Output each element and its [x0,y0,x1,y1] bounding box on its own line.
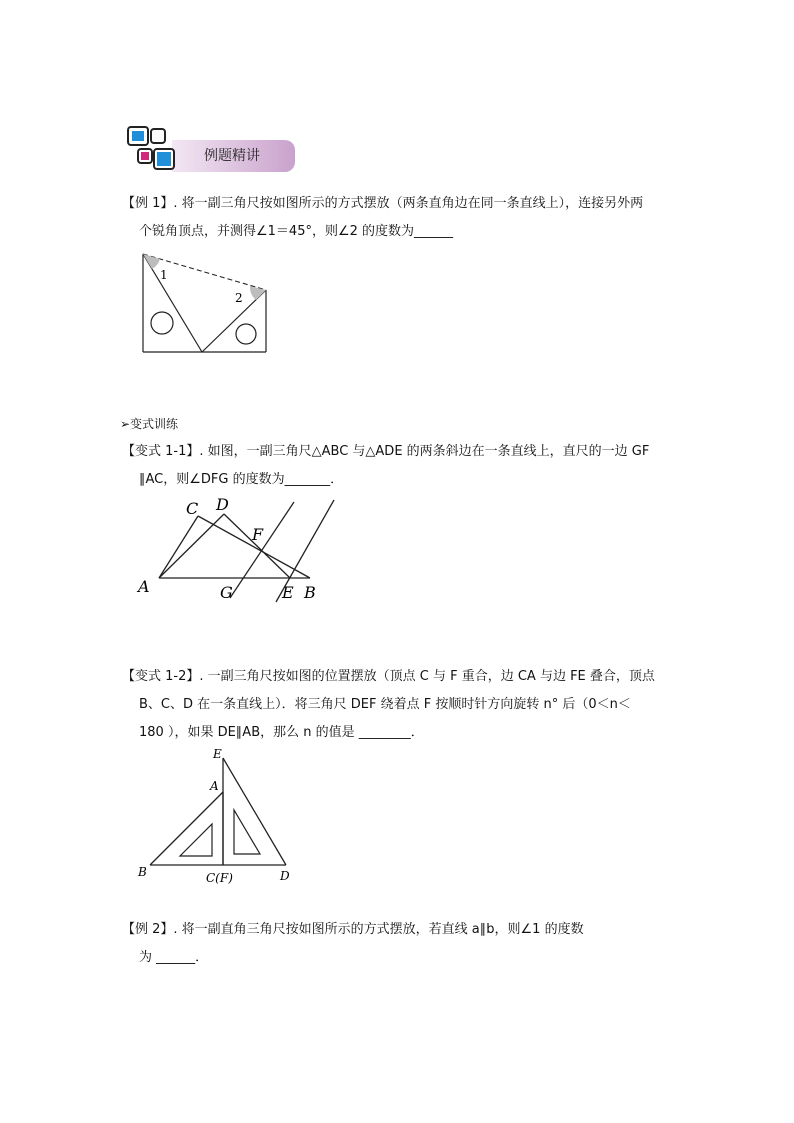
angle-2-label: 2 [235,291,243,305]
example2-line1: 【例 2】. 将一副直角三角尺按如图所示的方式摆放，若直线 a∥b，则∠1 的度数 [122,922,584,937]
variant1-2-figure [134,748,300,888]
label-B: B [138,865,147,879]
example1-line2: 个锐角顶点，并测得∠1＝45°，则∠2 的度数为______ [139,224,454,239]
variant-header: ➢变式训练 [120,417,179,431]
angle-1-label: 1 [160,268,168,282]
label-A: A [138,577,150,596]
section-title: 例题精讲 [204,148,260,164]
variant1-2-line1: 【变式 1-2】. 一副三角尺按如图的位置摆放（顶点 C 与 F 重合，边 CA 与边 FE 叠合，顶点 [122,669,655,684]
example1-figure [138,250,272,358]
variant1-2-line2: B、C、D 在一条直线上）．将三角尺 DEF 绕着点 F 按顺时针方向旋转 n° 后（0＜n＜ [139,697,631,712]
label-E: E [213,748,222,761]
label-B: B [304,583,316,602]
variant1-2-line3: 180 ），如果 DE∥AB，那么 n 的值是 ________． [139,725,424,740]
section-logo-icon [126,125,176,171]
variant1-1-figure [134,494,346,606]
label-E: E [282,583,294,602]
label-CF: C(F) [206,871,233,885]
variant1-1-line2: ∥AC，则∠DFG 的度数为_______． [139,472,344,487]
label-D: D [216,495,229,514]
label-A: A [210,779,219,793]
label-C: C [186,499,199,518]
variant1-1-line1: 【变式 1-1】. 如图，一副三角尺△ABC 与△ADE 的两条斜边在一条直线上，直尺的一边 GF [122,444,650,459]
label-G: G [220,583,233,602]
example2-line2: 为 ______． [139,950,209,965]
label-F: F [252,525,264,544]
example1-line1: 【例 1】. 将一副三角尺按如图所示的方式摆放（两条直角边在同一条直线上），连接另外两 [122,196,644,211]
label-D: D [280,869,290,883]
